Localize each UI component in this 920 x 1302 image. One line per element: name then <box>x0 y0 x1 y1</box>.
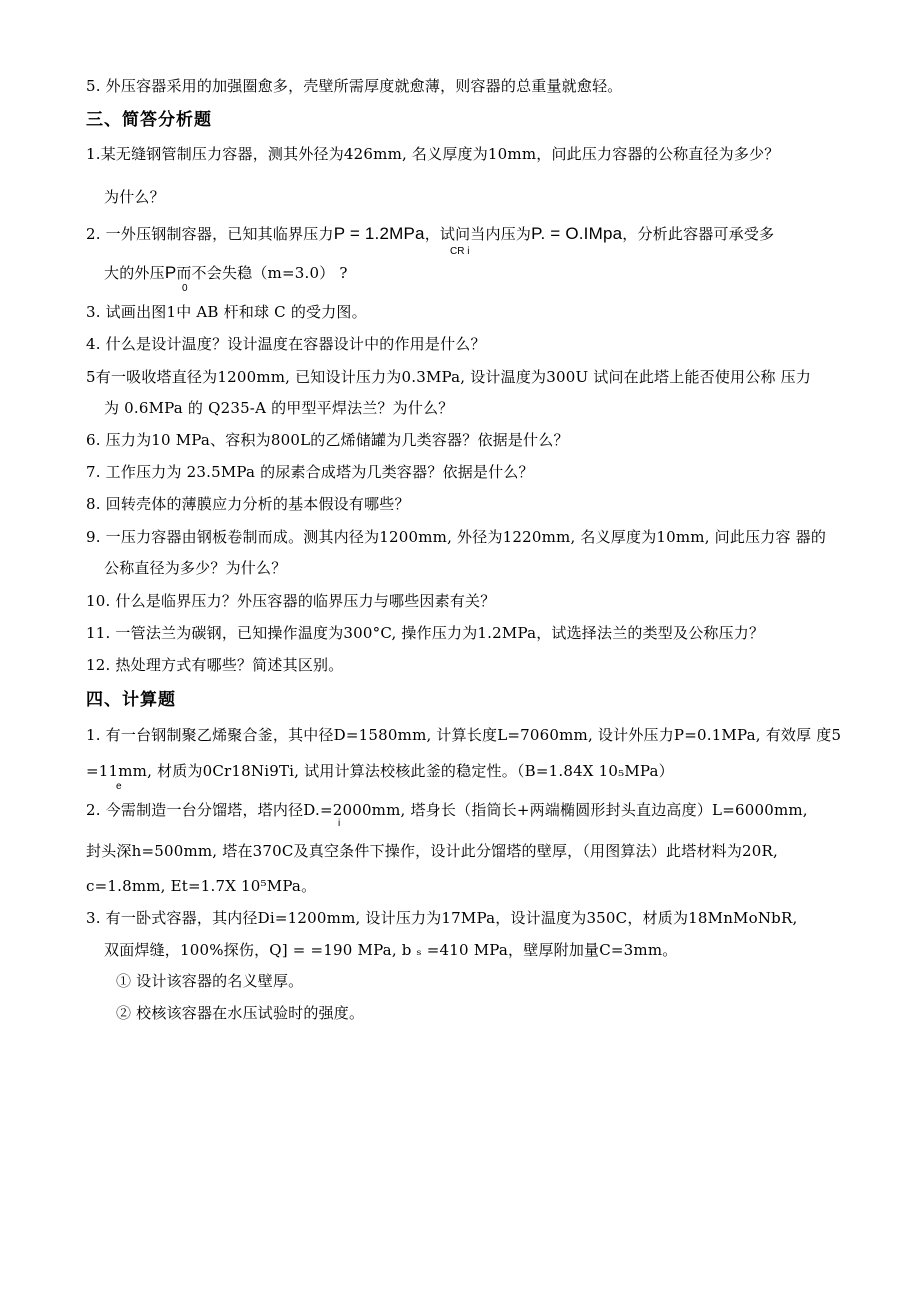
sec3-q6: 6. 压力为10 MPa、容积为800L的乙烯储罐为几类容器？依据是什么？ <box>86 431 569 449</box>
sec4-c3-line1: 3. 有一卧式容器，其内径Di=1200mm, 设计压力为17MPa，设计温度为350C，材质为18MnMoNbR, <box>86 909 798 927</box>
sec3-q10: 10. 什么是临界压力？外压容器的临界压力与哪些因素有关？ <box>86 592 496 610</box>
sec3-q7: 7. 工作压力为 23.5MPa 的尿素合成塔为几类容器？依据是什么？ <box>86 463 534 481</box>
sec3-q2-line1 <box>86 224 774 244</box>
sec3-q5-line2: 为 0.6MPa 的 Q235-A 的甲型平焊法兰？为什么？ <box>104 399 454 417</box>
sec3-q2-text-d: 大的外压 <box>104 264 165 282</box>
critical-pressure-subscript: CR i <box>450 246 470 257</box>
critical-pressure-formula: P = 1.2MPa <box>333 224 425 243</box>
sec4-c3-item-1: ① 设计该容器的名义壁厚。 <box>116 972 304 990</box>
sec3-q1-line1: 1.某无缝钢管制压力容器，测其外径为426mm, 名义厚度为10mm，问此压力容器的公称直径为多少？ <box>86 145 780 163</box>
sec4-c3-item-2: ② 校核该容器在水压试验时的强度。 <box>116 1004 365 1022</box>
judge-item-5: 5. 外压容器采用的加强圈愈多，壳壁所需厚度就愈薄，则容器的总重量就愈轻。 <box>86 77 623 95</box>
sec3-q9-line2: 公称直径为多少？为什么？ <box>104 559 287 577</box>
external-pressure-symbol: P <box>164 263 177 282</box>
sec3-q2-line2 <box>104 263 348 283</box>
section-3-title: 三、简答分析题 <box>86 110 212 130</box>
section-4-title: 四、计算题 <box>86 690 176 710</box>
effective-thickness-subscript: e <box>116 781 122 792</box>
sec3-q5-line1: 5有一吸收塔直径为1200mm, 已知设计压力为0.3MPa, 设计温度为300U 试问在此塔上能否使用公称 压力 <box>86 368 812 386</box>
sec3-q3: 3. 试画出图1中 AB 杆和球 C 的受力图。 <box>86 303 367 321</box>
internal-pressure-formula: P. = O.IMpa <box>531 224 623 243</box>
sec3-q11: 11. 一管法兰为碳钢，已知操作温度为300°C, 操作压力为1.2MPa，试选择法兰的类型及公称压力？ <box>86 624 765 642</box>
external-pressure-subscript: 0 <box>182 283 188 294</box>
sec4-c2-line1: 2. 今需制造一台分馏塔，塔内径D.=2000mm, 塔身长（指筒长+两端椭圆形封头直边高度）L=6000mm, <box>86 801 808 819</box>
sec3-q2-text-b: ，试问当内压为 <box>424 225 532 243</box>
sec3-q2-text-c: ，分析此容器可承受多 <box>622 225 775 243</box>
sec3-q1-line2: 为什么？ <box>104 188 165 206</box>
inner-diameter-subscript: i <box>338 818 341 829</box>
sec3-q4: 4. 什么是设计温度？设计温度在容器设计中的作用是什么？ <box>86 335 486 353</box>
sec4-c2-line2: 封头深h=500mm, 塔在370C及真空条件下操作，设计此分馏塔的壁厚，（用图算法）此塔材料为20R, <box>86 842 779 860</box>
sec3-q2-text-a: 2. 一外压钢制容器，已知其临界压力 <box>86 225 334 243</box>
sec3-q9-line1: 9. 一压力容器由钢板卷制而成。测其内径为1200mm, 外径为1220mm, 名义厚度为10mm, 问此压力容 器的 <box>86 528 827 546</box>
sec3-q8: 8. 回转壳体的薄膜应力分析的基本假设有哪些？ <box>86 495 410 513</box>
sec4-c1-line2: =11mm, 材质为0Cr18Ni9Ti, 试用计算法校核此釜的稳定性。（B=1.84X 10₅MPa） <box>86 762 674 780</box>
sec4-c2-line3: c=1.8mm, Et=1.7X 10⁵MPa。 <box>86 877 317 895</box>
sec3-q2-text-e: 而不会失稳（m=3.0） ? <box>176 264 348 282</box>
sec4-c3-line2: 双面焊缝，100%探伤，Q] = =190 MPa, b ₛ =410 MPa，壁厚附加量C=3mm。 <box>104 941 678 959</box>
sec3-q12: 12. 热处理方式有哪些？简述其区别。 <box>86 656 344 674</box>
sec4-c1-line1: 1. 有一台钢制聚乙烯聚合釜，其中径D=1580mm, 计算长度L=7060mm, 设计外压力P=0.1MPa, 有效厚 度5 <box>86 726 842 744</box>
